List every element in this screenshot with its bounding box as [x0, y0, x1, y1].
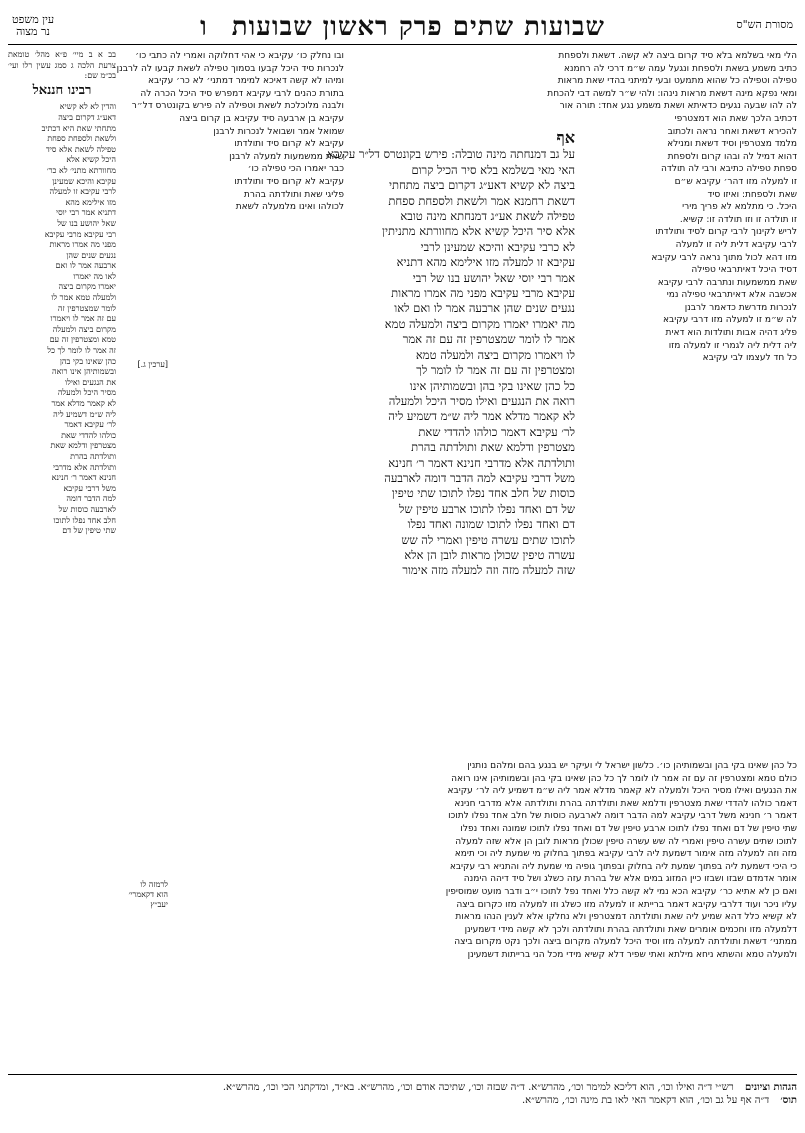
- text-line: כהן שאינו בקי בהן: [59, 356, 116, 366]
- rabbeinu-chananel-lines: [8, 102, 116, 536]
- text-line: ליה ש״מ דשמיע ליה: [53, 409, 116, 419]
- text-line: דסיד היכל דאיתרבאי טפילה: [691, 265, 797, 276]
- text-line: עקיבא זו למעלה מזו אילימא מהא דתניא: [396, 255, 575, 270]
- text-line: מקרום ביצה ולמעלה: [52, 324, 116, 334]
- rabbeinu-chananel-title: רבינו חננאל: [32, 82, 92, 98]
- text-line: ומצטרפין זה עם זה אמר לו לומר לך: [416, 363, 575, 378]
- text-line: מזה וזה למעלה מזה אימור דשמעת ליה לרבי עקיבא בפתוך בחלוק מי שמעת ליה וכי תימא: [454, 849, 797, 860]
- ein-mishpat-label: [12, 14, 54, 38]
- text-line: ביצה לא קשיא דאע״ג דקרום ביצה מתחתי: [388, 178, 575, 193]
- text-line: את הנגעים ואילו מסיר היכל ולמעלה לא קאמר מדלא אמר ליה ש״מ דשמיע ליה לר׳ עקיבא: [447, 786, 797, 797]
- text-line: היכל קשיא אלא: [66, 155, 116, 165]
- text-line: מתחתי שאת היא דכתיב: [41, 123, 116, 133]
- text-line: שאל יהושע בנו של: [57, 218, 116, 228]
- text-line: שתי טיפין של דם: [62, 526, 116, 536]
- text-line: ותולדתה בהרת: [70, 451, 116, 461]
- text-line: רואה את הנגעים ואילו מסיר היכל ולמעלה: [388, 393, 575, 408]
- text-line: שאת ממשמעות ונתרבה לרבי עקיבא: [657, 277, 797, 288]
- text-line: לנכרות מדרשת כדאמר לרבנן: [684, 302, 797, 313]
- text-line: שאת ממשמעות למעלה לרבנן: [229, 151, 344, 162]
- text-line: אמר לו לומר שמצטרפין זה עם זה אמר: [402, 332, 575, 347]
- footer-label-tosafot: תוס׳: [780, 1095, 797, 1106]
- text-line: את הנגעים ואילו: [65, 377, 116, 387]
- daf-number: ו: [200, 12, 208, 42]
- masoret-hashas-label: מסורת הש"ס: [736, 18, 793, 31]
- text-line: דתניא אמר רבי יוסי: [55, 208, 116, 218]
- text-line: כוסות של חלב אחד נפלו לתוכו שתי טיפין: [391, 486, 575, 501]
- page-footer: [8, 1074, 797, 1107]
- text-line: בתורת כהנים לרבי עקיבא דמפרש סיד היכל הכרה לה: [140, 88, 344, 99]
- text-line: זה אמר לו לומר לך כל: [47, 346, 116, 356]
- text-line: לר׳ עקיבא דאמר כולהו להדדי שאת: [418, 424, 575, 439]
- text-line: של דם ואחד נפלו לתוכו ארבע טיפין של: [398, 501, 575, 516]
- text-line: מפני מה אמרו מראות: [49, 240, 116, 250]
- text-line: ומיהו לא קשה דאיכא למימר דמתני׳ לא כר׳ עקיבא: [148, 76, 344, 87]
- text-line: עקיבא בן ארבעה סיד עקיבא בן קרום ביצה: [179, 113, 344, 124]
- text-line: דם ואחד נפלו לתוכו שמונה ואחד נפלו: [407, 517, 575, 532]
- text-line: זו תולדה זו וזו תולדה זו: קשיא.: [679, 214, 797, 225]
- text-line: ומאי נפקא מינה דשאת מראות נינהו: ולהי ש״ר למשה דבי להכחת: [547, 88, 797, 99]
- text-line: ובשמותיהן אינו רואה: [52, 367, 116, 377]
- text-line: פליגי שאת ותולדתה בהרת: [243, 189, 344, 200]
- text-line: כולם טמא ומצטרפין זה עם זה אמר לו לומר לך כל כהן שאינו בקי בהן ובשמותיהן אינו רואה: [451, 773, 797, 784]
- text-line: ותולדתה אלא מדרבי חנינא דאמר ר׳ חנינא: [388, 455, 575, 470]
- gemara-opening-word: אף: [556, 128, 575, 147]
- text-line: טפילה לשאת אע״ג דמנחתא מינה טובא: [400, 209, 575, 224]
- text-line: ארבעה אמר לו ואם: [55, 261, 116, 271]
- gemara-lines: [327, 147, 575, 578]
- text-line: ולמעלה טמא והשתא ניחא מילתא ואתי שפיר דלא קשיא מידי מכל הני ברייתות דשמעינן: [467, 949, 797, 960]
- text-line: חנינא דאמר ר׳ חנינא: [51, 473, 116, 483]
- text-line: מסיר היכל ולמעלה: [57, 388, 116, 398]
- text-line: טפילה לשאת אלא סיד: [45, 144, 116, 154]
- text-line: טפילה וטפילה כל שהוא מתמעט ובעי למיתני בהדי שאת מראות: [557, 76, 797, 87]
- text-line: פליג דהיה אבות ותולדות הוא דאית: [665, 328, 797, 339]
- text-line: ובו נחלק כו׳ עקיבא כי אהי דחלוקה ואמרי לה כתבי כו׳: [135, 51, 344, 61]
- text-line: ממתני׳ דשאת ותולדתה למעלה מזו וסיד היכל למעלה מקרום ביצה ולכך נקט מקרום ביצה: [454, 937, 797, 948]
- text-line: נגעים שנים שהן: [66, 250, 116, 260]
- text-line: דאמר ר׳ חנינא משל דרבי עקיבא למה הדבר דומה לארבעה כוסות של חלב אחד נפלו לתוכו: [448, 811, 797, 822]
- footer-text-tosafot: ד״ה אף על גב וכו׳, הוא דקאמר האי לאו בת מינה וכו׳, מהרש״א.: [521, 1095, 770, 1106]
- ein-mishpat-line-2: נר מצוה: [16, 25, 51, 38]
- text-line: ולשאת ולספחת ספחת: [47, 134, 116, 144]
- text-line: לריש לקינוך לרבי קרום לסיד ותולדתו: [655, 227, 797, 238]
- text-line: מה יאמרו יאמרו מקרום ביצה ולמעלה טמא: [384, 316, 575, 331]
- text-line: לאו מה יאמרו: [73, 271, 116, 281]
- text-line: ולבנה מלוכלכת לשאת וטפילה לה פירש בקונטרס דל״ר: [131, 101, 344, 112]
- text-line: לומר שמצטרפין זה: [57, 303, 116, 313]
- text-line: מלמד מצטרפין וסיד דשאת ומנילא: [667, 139, 797, 150]
- text-line: אלא סיר היכל קשיא אלא מחוורתא מתניתין: [382, 224, 575, 239]
- footer-label-hagahot: הגהות וציונים: [744, 1082, 797, 1093]
- text-line: לא קאמר מדלא אמר ליה ש״מ דשמיע ליה: [388, 409, 575, 424]
- text-line: שזה למעלה מזה וזה למעלה מזה אימור: [402, 563, 575, 578]
- text-line: לנכרות סיד היכל קבעו בסמוך טפילה לשאת קבעו לה לרבנן: [116, 63, 344, 74]
- text-line: כבר יאמרו הכי טפילה כו׳: [247, 164, 344, 175]
- text-line: עליו ניכר ועוד דלרבי עקיבא דאמר ברייתא זו למעלה מזו כשלג וזו למעלה מזו כקרום ביצה: [456, 899, 797, 910]
- footer-line-1: [8, 1081, 797, 1094]
- text-line: עקיבא לא קרום סיד ותולדתו: [234, 176, 344, 187]
- text-line: והדין לא לא קשיא: [59, 102, 116, 112]
- text-line: נגעים שנים שהן ארבעה אמר לו ואם לאו: [394, 301, 575, 316]
- text-line: מצטרפין ודלמא שאת: [50, 441, 116, 451]
- text-line: אמר רבי יוסי שאל יהושע בנו של רבי: [412, 270, 575, 285]
- gemara-text: [327, 128, 575, 690]
- text-line: עקיבא לא קרום סיד ותולדתו: [234, 139, 344, 150]
- text-line: עם זה אמר לו ויאמרו: [50, 314, 116, 324]
- text-line: זו למעלה מזו דהר׳ עקיבא ש״ם: [674, 176, 797, 187]
- text-line: הלי מאי בשלמא בלא סיד קרום ביצה לא קשה. דשאת ולספחת: [558, 51, 797, 61]
- text-line: עשרה טיפין שכולן מראות לובן הן אלא: [404, 547, 575, 562]
- text-line: עקיבא מרבי עקיבא מפני מה אמרו מראות: [391, 286, 575, 301]
- ein-mishpat-column: [8, 50, 116, 1048]
- text-line: רבי עקיבא מרבי עקיבא: [44, 229, 116, 239]
- text-line: שתי טיפין של דם ואחד נפלו לתוכו ארבע טיפין של דם ואחד נפלו לתוכו שמונה ואחד נפלו: [460, 823, 797, 834]
- text-line: לארבעה כוסות של: [58, 504, 116, 514]
- text-line: מחוורתא מתני׳ לא כר׳: [46, 165, 116, 175]
- text-line: דשאת רחמנא אמר ולשאת ולספחת ספחת: [388, 193, 575, 208]
- text-line: היכל. כי מתלמא לא פריך מירי: [682, 202, 797, 213]
- text-line: לה להו שבעה נגעים כדאיתא ושאת משמע נגע אחד: תורה אור: [559, 101, 797, 112]
- text-line: חלב אחד נפלו לתוכו: [53, 515, 116, 525]
- ein-mishpat-line-1: עין משפט: [12, 13, 55, 26]
- text-line: שמואל אמר ושבואל לנכרות לרבנן: [213, 126, 344, 137]
- text-line: לתוכו שתים עשרה טיפין ואמרי לה שש עשרה טיפין שכולן מראות לובן הן אלא שזה למעלה: [455, 836, 797, 847]
- margin-note-arachin: [ערכין ג.]: [137, 360, 168, 369]
- text-line: עקיבא והיכא שמעינן: [52, 176, 116, 186]
- text-line: ותולדתה אלא מדרבי: [53, 462, 116, 472]
- text-line: אכשבה אלא דאיתרבאי טפילה נמי: [666, 290, 797, 301]
- text-line: דלמעלה מזו וחכמים אומרים שאת ותולדתה בהרת ותולדתה ולכך לא קשה מידי דשמעינן: [464, 924, 797, 935]
- bottom-commentary: [124, 760, 797, 1025]
- text-line: להכירא דשאת ואחר נראה ולכתוב: [667, 126, 797, 137]
- text-line: דאמר כולהו להדדי שאת מצטרפין ודלמא שאת ותולדתה בהרת ותולדתה אלא מדרבי חנינא: [454, 798, 797, 809]
- text-line: דכתיב הלכך שאת הוא דמצטרפי: [674, 113, 797, 124]
- text-line: ליה דלית ליה לגמרי זו למעלה מזו: [668, 340, 797, 351]
- text-line: לתוכו שתים עשרה טיפין ואמרי לה שש: [401, 532, 575, 547]
- text-line: כתיב משמע בשאת ולספחת ונגעל עמה ש״מ דרכי לה רחמנא: [563, 63, 797, 74]
- tosafot-commentary: [116, 50, 344, 380]
- bottom-lines: [124, 760, 797, 962]
- text-line: דהוא דמיל לה ובהו קרום ולספחת: [667, 151, 797, 162]
- text-line: כל כהן שאינו בקי בהן ובשמותיהן אינו: [409, 378, 575, 393]
- text-line: כל כהן שאינו בקי בהן ובשמותיהן כו׳. כלשון ישראל לי ועיקר יש בנגע בהם ומלהם נותנין: [467, 761, 797, 771]
- text-line: לר׳ עקיבא דאמר: [64, 420, 116, 430]
- text-line: משל דרבי עקיבא למה הדבר דומה לארבעה: [384, 470, 575, 485]
- text-line: לכולהו ואינו מלמעלה לשאת: [235, 202, 344, 213]
- text-line: משל דרבי עקיבא: [63, 483, 116, 493]
- text-line: למה הדבר דומה: [66, 494, 116, 504]
- text-line: כי היכי דשמעת ליה בפתוך שמעת ליה בחלוק ובפתוך גופיה מי שמעת ליה והתניא רבי עקיבא: [449, 861, 797, 872]
- text-line: לה ש״מ זו למעלה מזו דרבי עקיבא: [662, 315, 797, 326]
- text-line: כולהו להדדי שאת: [61, 430, 116, 440]
- text-line: אומר אדמדם שבזו ושבזו כיין המזוג במים אלא של בהרת עזה כשלג ושל סיד דיהה הימנה: [463, 874, 797, 885]
- footer-text-rashi: רש״י ד״ה ואילו וכו׳, הוא דליכא למימר וכו׳, מהרש״א. ד״ה שבזה וכו׳, שתיכה אודם וכו׳, מהרש״א. בא״ד, ומדקתני הכי וכו׳, מהרש״א.: [222, 1082, 734, 1093]
- footer-line-2: [8, 1094, 797, 1107]
- text-line: לא קאמר מדלא אמר: [51, 399, 116, 408]
- text-line: לרבי עקיבא דלית ליה זו למעלה: [675, 239, 797, 250]
- text-line: ספחת טפילה כתיבא ורבי לה תולדה: [661, 164, 797, 175]
- text-line: מזו דהא לכול מתוך נראה לרבי עקיבא: [651, 252, 797, 263]
- page-title: [88, 10, 717, 44]
- text-line: שאת ולספחת: ואיזו סיד: [707, 189, 797, 200]
- text-line: לא כרבי עקיבא והיכא שמעינן לרבי: [420, 239, 575, 254]
- text-line: לו ויאמרו מקרום ביצה ולמעלה טמא: [415, 347, 575, 362]
- text-line: ואם כן לא אתיא כר׳ עקיבא הכא נמי לא קשה כלל ואחד נפל לתוכו י״ב ודבר מועט שמוסיפין: [445, 886, 797, 897]
- text-line: כל חד לעצמו לבי עקיבא: [702, 353, 797, 364]
- text-line: דאע״ג דקרום ביצה: [58, 112, 116, 122]
- text-line: על גב דמנחתה מינה טובלה: פירש בקונטרס דל״ר עקיבא: [327, 147, 575, 162]
- margin-note-yaavetz: לרמזה לו הוא דקאמרי׳ יעב״ץ: [128, 880, 168, 909]
- page-title-text: שבועות שתים פרק ראשון שבועות: [231, 12, 605, 42]
- text-line: לא קשיא כלל דהא שמיע ליה שאת ותולדתה דמצטרפין ולא נחלקו אלא לענין הנהו מראות: [455, 912, 797, 923]
- ein-mishpat-note: בב א ב מיי׳ פ״א מהל׳ טומאת צרעת הלכה ג סמג עשין רלו ועי׳ בכ״מ שם:: [8, 50, 116, 81]
- page-header: [8, 10, 797, 45]
- text-line: מצטרפין ודלמא שאת ותולדתה בהרת: [411, 440, 575, 455]
- text-line: מזו אילימא מהא: [65, 197, 116, 207]
- text-line: האי מאי בשלמא בלא סיר הכיל קרום: [411, 162, 575, 177]
- text-line: ולמעלה טמא אמר לו: [51, 293, 116, 303]
- tosafot-lines: [116, 50, 344, 214]
- text-line: טמא ומצטרפין זה עם: [49, 335, 116, 345]
- text-line: לרבי עקיבא זו למעלה: [49, 187, 116, 197]
- text-line: יאמרו מקרום ביצה: [58, 282, 116, 292]
